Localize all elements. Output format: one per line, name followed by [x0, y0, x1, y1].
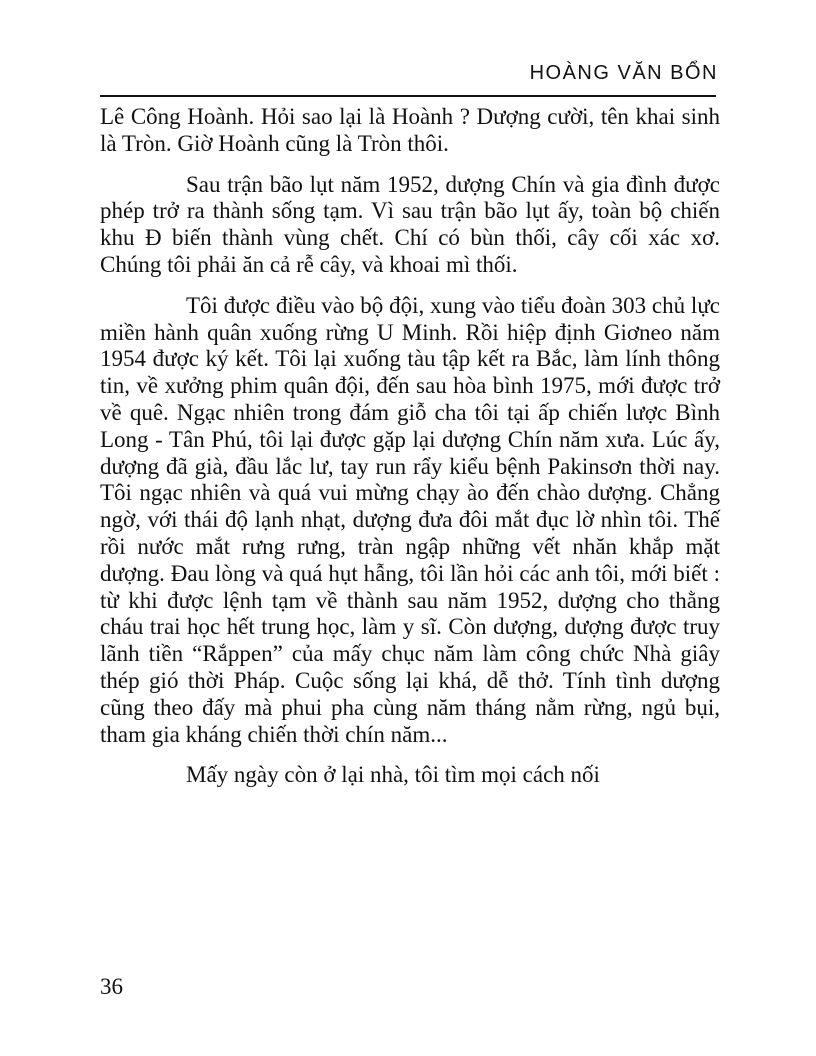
- running-header-title: HOÀNG VĂN BỔN: [529, 62, 718, 84]
- paragraph-3: Tôi được điều vào bộ đội, xung vào tiểu đoàn 303 chủ lực miền hành quân xuống rừng U Minh. Rồi hiệp định Giơneo năm 1954 được ký kết. Tôi lại xuống tàu tập kết ra Bắc, làm lính thông tin, về xưởng phim quân đội, đến sau hòa bình 1975, mới được trở về quê. Ngạc nhiên trong đám giỗ cha tôi tại ấp chiến lược Bình Long - Tân Phú, tôi lại được gặp lại dượng Chín năm xưa. Lúc ấy, dượng đã già, đầu lắc lư, tay run rẩy kiểu bệnh Pakinsơn thời nay. Tôi ngạc nhiên và quá vui mừng chạy ào đến chào dượng. Chẳng ngờ, với thái độ lạnh nhạt, dượng đưa đôi mắt đục lờ nhìn tôi. Thế rồi nước mắt rưng rưng, tràn ngập những vết nhăn khắp mặt dượng. Đau lòng và quá hụt hẫng, tôi lần hỏi các anh tôi, mới biết : từ khi được lệnh tạm về thành sau năm 1952, dượng cho thằng cháu trai học hết trung học, làm y sĩ. Còn dượng, dượng được truy lãnh tiền “Rắppen” của mấy chục năm làm công chức Nhà giây thép gió thời Pháp. Cuộc sống lại khá, dễ thở. Tính tình dượng cũng theo đấy mà phui pha cùng năm tháng nằm rừng, ngủ bụi, tham gia kháng chiến thời chín năm...: [100, 292, 720, 747]
- header-rule: [100, 95, 716, 97]
- paragraph-2: Sau trận bão lụt năm 1952, dượng Chín và gia đình được phép trở ra thành sống tạm. Vì sau trận bão lụt ấy, toàn bộ chiến khu Đ biến thành vùng chết. Chí có bùn thối, cây cối xác xơ. Chúng tôi phải ăn cả rễ cây, và khoai mì thối.: [100, 171, 720, 277]
- page-number: 36: [100, 974, 123, 999]
- paragraph-4: Mấy ngày còn ở lại nhà, tôi tìm mọi cách nối: [186, 762, 600, 788]
- body-text: [100, 104, 720, 789]
- paragraph-1: Lê Công Hoành. Hỏi sao lại là Hoành ? Dượng cười, tên khai sinh là Tròn. Giờ Hoành cũng là Tròn thôi.: [100, 104, 720, 156]
